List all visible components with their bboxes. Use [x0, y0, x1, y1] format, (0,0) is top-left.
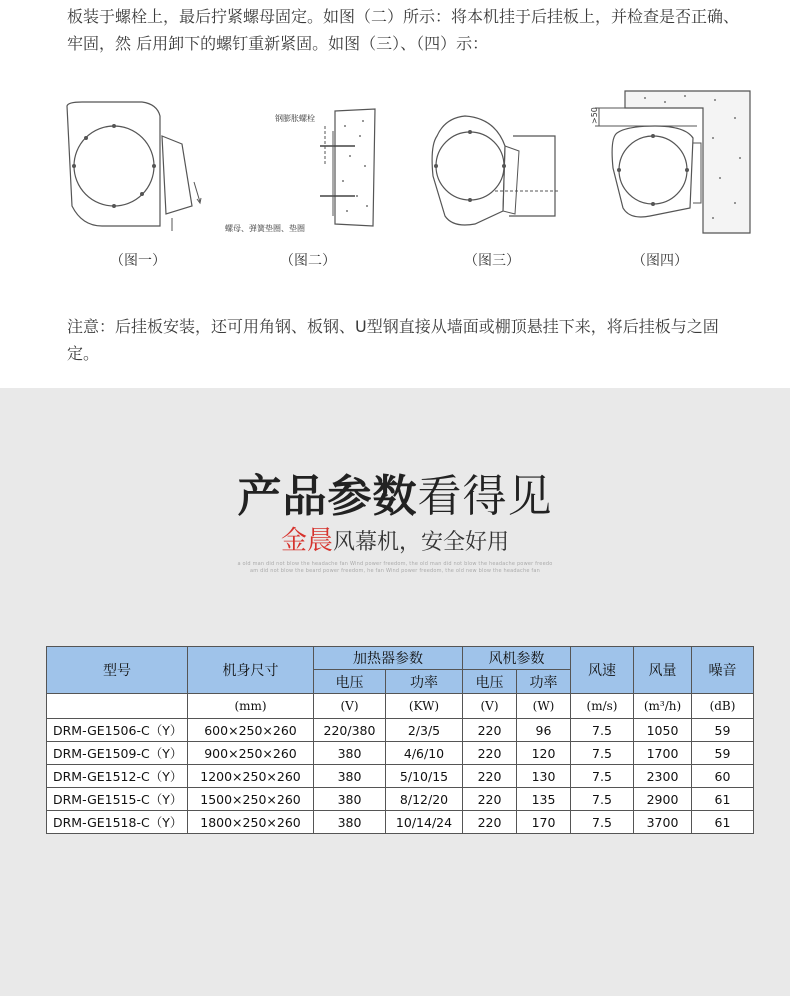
cell-heater-power: 8/12/20 [386, 788, 463, 811]
cell-model: DRM-GE1512-C（Y） [47, 765, 188, 788]
cell-fan-voltage: 220 [463, 719, 517, 742]
cell-speed: 7.5 [571, 742, 634, 765]
figure-1-diagram [62, 86, 222, 236]
figure-2-diagram [225, 106, 390, 236]
cell-heater-voltage: 380 [314, 811, 386, 834]
cell-size: 1500×250×260 [188, 788, 314, 811]
figure-2-label-bolt: 钢膨胀螺栓 [275, 114, 315, 123]
unit-cell: (mm) [188, 694, 314, 719]
cell-size: 1800×250×260 [188, 811, 314, 834]
figure-1-caption: （图一） [110, 253, 166, 269]
cell-volume: 2300 [634, 765, 692, 788]
figure-3-diagram [425, 106, 565, 236]
cell-model: DRM-GE1515-C（Y） [47, 788, 188, 811]
cell-heater-power: 2/3/5 [386, 719, 463, 742]
cell-model: DRM-GE1509-C（Y） [47, 742, 188, 765]
figure-2-caption: （图二） [280, 253, 336, 269]
unit-cell: (W) [517, 694, 571, 719]
unit-cell: (m/s) [571, 694, 634, 719]
cell-volume: 1050 [634, 719, 692, 742]
cell-noise: 61 [692, 811, 754, 834]
header-fan-voltage: 电压 [463, 670, 517, 694]
table-row [47, 811, 754, 834]
cell-speed: 7.5 [571, 788, 634, 811]
cell-size: 1200×250×260 [188, 765, 314, 788]
cell-fan-power: 120 [517, 742, 571, 765]
section-subtitle [0, 520, 790, 557]
cell-noise: 60 [692, 765, 754, 788]
table-row [47, 788, 754, 811]
cell-model: DRM-GE1506-C（Y） [47, 719, 188, 742]
unit-empty [47, 694, 188, 719]
cell-speed: 7.5 [571, 765, 634, 788]
header-fan-power: 功率 [517, 670, 571, 694]
unit-cell: (V) [314, 694, 386, 719]
cell-heater-voltage: 380 [314, 742, 386, 765]
cell-volume: 1700 [634, 742, 692, 765]
instruction-paragraph-2: 注意：后挂板安装，还可用角钢、板钢、U型钢直接从墙面或棚顶悬挂下来，将后挂板与之固定。 [67, 317, 719, 363]
header-model: 型号 [47, 647, 188, 694]
unit-cell: (m³/h) [634, 694, 692, 719]
header-heater-voltage: 电压 [314, 670, 386, 694]
cell-heater-voltage: 220/380 [314, 719, 386, 742]
cell-speed: 7.5 [571, 719, 634, 742]
header-noise: 噪音 [692, 647, 754, 694]
cell-noise: 59 [692, 719, 754, 742]
header-fan: 风机参数 [463, 647, 571, 670]
cell-heater-voltage: 380 [314, 765, 386, 788]
cell-heater-power: 4/6/10 [386, 742, 463, 765]
header-heater-power: 功率 [386, 670, 463, 694]
cell-heater-power: 10/14/24 [386, 811, 463, 834]
cell-fan-voltage: 220 [463, 811, 517, 834]
cell-fan-power: 96 [517, 719, 571, 742]
figure-4-caption: （图四） [632, 253, 688, 269]
cell-volume: 2900 [634, 788, 692, 811]
brand-name: 金晨 [280, 526, 333, 556]
cell-noise: 59 [692, 742, 754, 765]
cell-fan-power: 135 [517, 788, 571, 811]
header-heater: 加热器参数 [314, 647, 463, 670]
cell-heater-power: 5/10/15 [386, 765, 463, 788]
unit-cell: (KW) [386, 694, 463, 719]
cell-fan-voltage: 220 [463, 788, 517, 811]
figure-2-label-nut: 螺母、弹簧垫圈、垫圈 [225, 224, 305, 233]
decorative-text-line-2: am did not blow the beard power freedom, he fan Wind power freedom, the old new blow the headache fan [249, 568, 541, 574]
instruction-paragraph-1: 板装于螺栓上，最后拧紧螺母固定。如图（二）所示：将本机挂于后挂板上，并检查是否正确、牢固，然 后用卸下的螺钉重新紧固。如图（三）、（四）示： [67, 7, 740, 53]
header-size: 机身尺寸 [188, 647, 314, 694]
decorative-text-line-1: a old man did not blow the headache fan Wind power freedom, the old man did not blow the headache power freedo [237, 561, 553, 567]
header-speed: 风速 [571, 647, 634, 694]
figure-4-label-gap: >50 [590, 107, 599, 124]
cell-fan-power: 170 [517, 811, 571, 834]
cell-volume: 3700 [634, 811, 692, 834]
cell-size: 600×250×260 [188, 719, 314, 742]
cell-fan-voltage: 220 [463, 765, 517, 788]
table-row [47, 719, 754, 742]
cell-model: DRM-GE1518-C（Y） [47, 811, 188, 834]
cell-speed: 7.5 [571, 811, 634, 834]
section-title-bold: 产品参数 [237, 471, 418, 522]
table-row [47, 765, 754, 788]
table-row [47, 742, 754, 765]
unit-cell: (V) [463, 694, 517, 719]
unit-cell: (dB) [692, 694, 754, 719]
cell-heater-voltage: 380 [314, 788, 386, 811]
cell-fan-voltage: 220 [463, 742, 517, 765]
section-title-light: 看得见 [417, 471, 553, 522]
cell-noise: 61 [692, 788, 754, 811]
header-volume: 风量 [634, 647, 692, 694]
subtitle-text: 风幕机，安全好用 [333, 530, 510, 555]
cell-size: 900×250×260 [188, 742, 314, 765]
figure-3-caption: （图三） [464, 253, 520, 269]
section-title [0, 460, 790, 524]
cell-fan-power: 130 [517, 765, 571, 788]
spec-table [46, 646, 754, 834]
figure-4-diagram [585, 88, 755, 238]
